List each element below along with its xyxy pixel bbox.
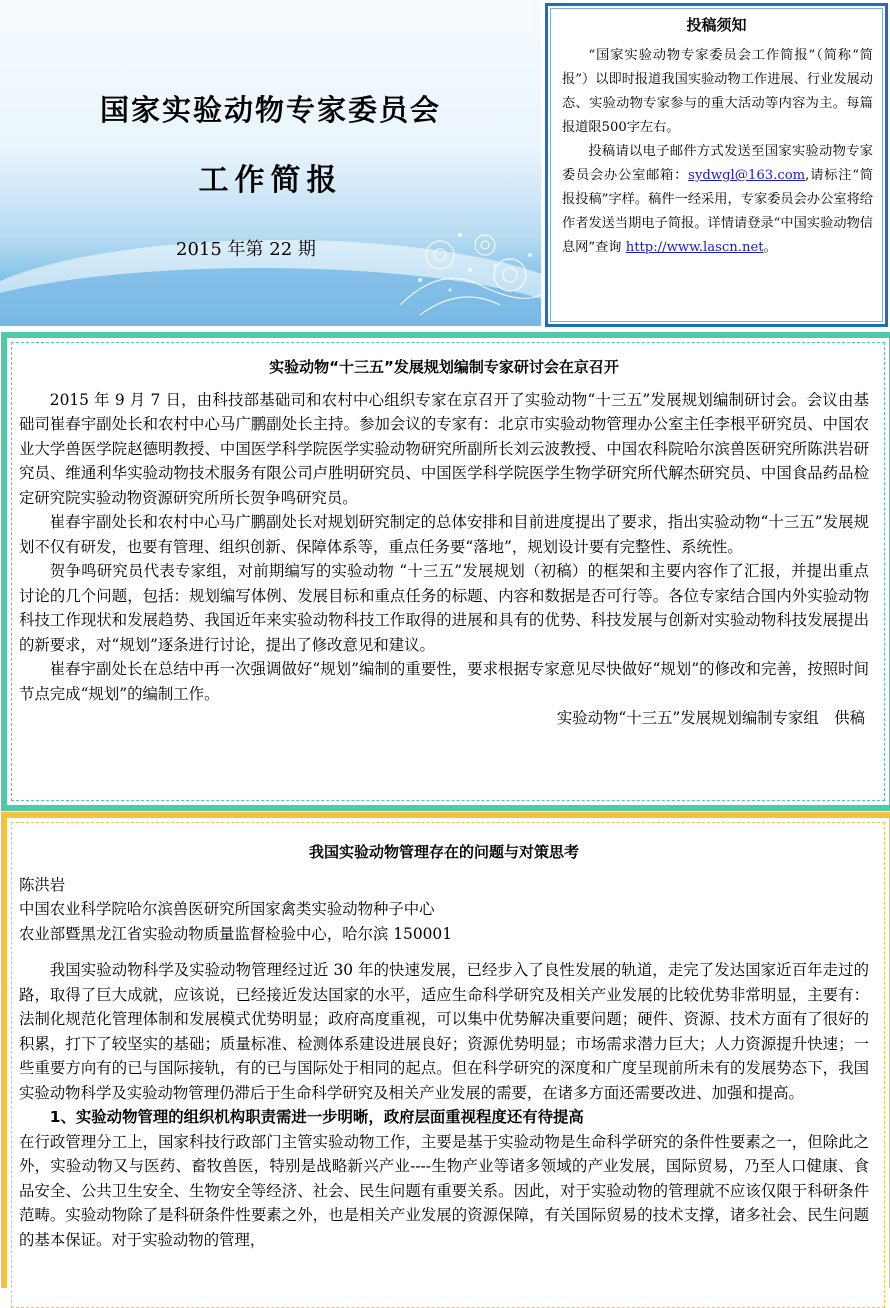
article-2-title: 我国实验动物管理存在的问题与对策思考	[308, 843, 579, 861]
header-banner	[0, 0, 541, 326]
newsletter-title: 国家实验动物专家委员会	[99, 93, 441, 127]
article-1-paragraph: 贺争鸣研究员代表专家组，对前期编写的实验动物 “十三五”发展规划（初稿）的框架和主要内容作了汇报，并提出重点讨论的几个问题，包括：规划编写体例、发展目标和重点任务的标题、内容和数据是否可行等。各位专家结合国内外实验动物科技工作现状和发展趋势、我国近年来实验动物科技工作取得的进展和具有的优势、科技发展与创新对实验动物科技发展提出的新要求，对“规划”逐条进行讨论，提出了修改意见和建议。	[19, 562, 869, 654]
article-1	[19, 355, 869, 731]
issue-number: 2015 年第 22 期	[176, 239, 316, 260]
notice-paragraph-1: “国家实验动物专家委员会工作简报”（简称“简报”）以即时报道我国实验动物工作进展、行业发展动态、实验动物专家参与的重大活动等内容为主。每篇报道限500字左右。	[562, 48, 873, 135]
email-link[interactable]: sydwgl@163.com	[688, 168, 806, 183]
article-2-affiliation: 农业部暨黑龙江省实验动物质量监督检验中心，哈尔滨 150001	[19, 924, 453, 943]
article-2	[19, 840, 869, 1252]
article-1-title: 实验动物“十三五”发展规划编制专家研讨会在京召开	[269, 358, 619, 376]
article-1-byline: 实验动物“十三五”发展规划编制专家组 供稿	[556, 709, 865, 727]
article-2-paragraph: 在行政管理分工上，国家科技行政部门主管实验动物工作，主要是基于实验动物是生命科学研究的条件性要素之一，但除此之外，实验动物又与医药、畜牧兽医，特别是战略新兴产业----生物产业等诸多领域的产业发展，国际贸易，乃至人口健康、食品安全、公共卫生安全、生物安全等经济、社会、民生问题有重要关系。因此，对于实验动物的管理就不应该仅限于科研条件范畴。实验动物除了是科研条件性要素之外，也是相关产业发展的资源保障，有关国际贸易的技术支撑，诸多社会、民生问题的基本保证。对于实验动物的管理，	[19, 1132, 869, 1249]
article-2-section-heading: 1、实验动物管理的组织机构职责需进一步明晰，政府层面重视程度还有待提高	[49, 1108, 584, 1126]
flower-decoration-icon	[380, 215, 541, 325]
website-link[interactable]: http://www.lascn.net	[625, 240, 764, 255]
submission-notice	[545, 3, 888, 327]
article-2-affiliation: 中国农业科学院哈尔滨兽医研究所国家禽类实验动物种子中心	[19, 900, 435, 918]
article-1-paragraph: 崔春宇副处长和农村中心马广鹏副处长对规划研究制定的总体安排和目前进度提出了要求，指出实验动物“十三五”发展规划不仅有研发，也要有管理、组织创新、保障体系等，重点任务要“落地”，规划设计要有完整性、系统性。	[19, 513, 869, 556]
article-2-intro: 我国实验动物科学及实验动物管理经过近 30 年的快速发展，已经步入了良性发展的轨道，走完了发达国家近百年走过的路，取得了巨大成就，应该说，已经接近发达国家的水平，适应生命科学研究及相关产业发展的比较优势非常明显，主要有：法制化规范化管理体制和发展模式优势明显；政府高度重视，可以集中优势解决重要问题；硬件、资源、技术方面有了很好的积累，打下了较坚实的基础；质量标准、检测体系建设进展良好；资源优势明显；市场需求潜力巨大；人力资源提升快速；一些重要方向有的已与国际接轨，有的已与国际处于相同的起点。但在科学研究的深度和广度呈现前所未有的发展势态下，我国实验动物科学及实验动物管理仍滞后于生命科学研究及相关产业发展的需要，在诸多方面还需要改进、加强和提高。	[19, 961, 869, 1102]
notice-text: 投稿请以电子邮件方式发送至国家实验动物专家委员会办公室邮箱：	[562, 144, 873, 183]
article-1-paragraph: 2015 年 9 月 7 日，由科技部基础司和农村中心组织专家在京召开了实验动物“十三五”发展规划编制研讨会。会议由基础司崔春宇副处长和农村中心马广鹏副处长主持。参加会议的专家有：北京市实验动物管理办公室主任李根平研究员、中国农业大学兽医学院赵德明教授、中国医学科学院医学实验动物研究所副所长刘云波教授、中国农科院哈尔滨兽医研究所陈洪岩研究员、维通利华实验动物技术服务有限公司卢胜明研究员、中国医学科学院医学生物学研究所代解杰研究员、中国食品药品检定研究院实验动物资源研究所所长贺争鸣研究员。	[19, 390, 869, 507]
newsletter-subtitle: 工作简报	[198, 163, 343, 198]
notice-title: 投稿须知	[686, 16, 747, 34]
notice-text: ,请标注“简报投稿”字样。稿件一经采用，专家委员会办公室将给作者发送当期电子简报。详情请登录“中国实验动物信息网”查询	[562, 168, 874, 255]
article-2-author: 陈洪岩	[19, 875, 66, 894]
notice-body	[562, 44, 873, 260]
article-1-paragraph: 崔春宇副处长在总结中再一次强调做好“规划”编制的重要性，要求根据专家意见尽快做好“规划”的修改和完善，按照时间节点完成“规划”的编制工作。	[19, 660, 869, 703]
notice-text: 。	[763, 240, 777, 255]
notice-paragraph-2	[562, 140, 873, 260]
